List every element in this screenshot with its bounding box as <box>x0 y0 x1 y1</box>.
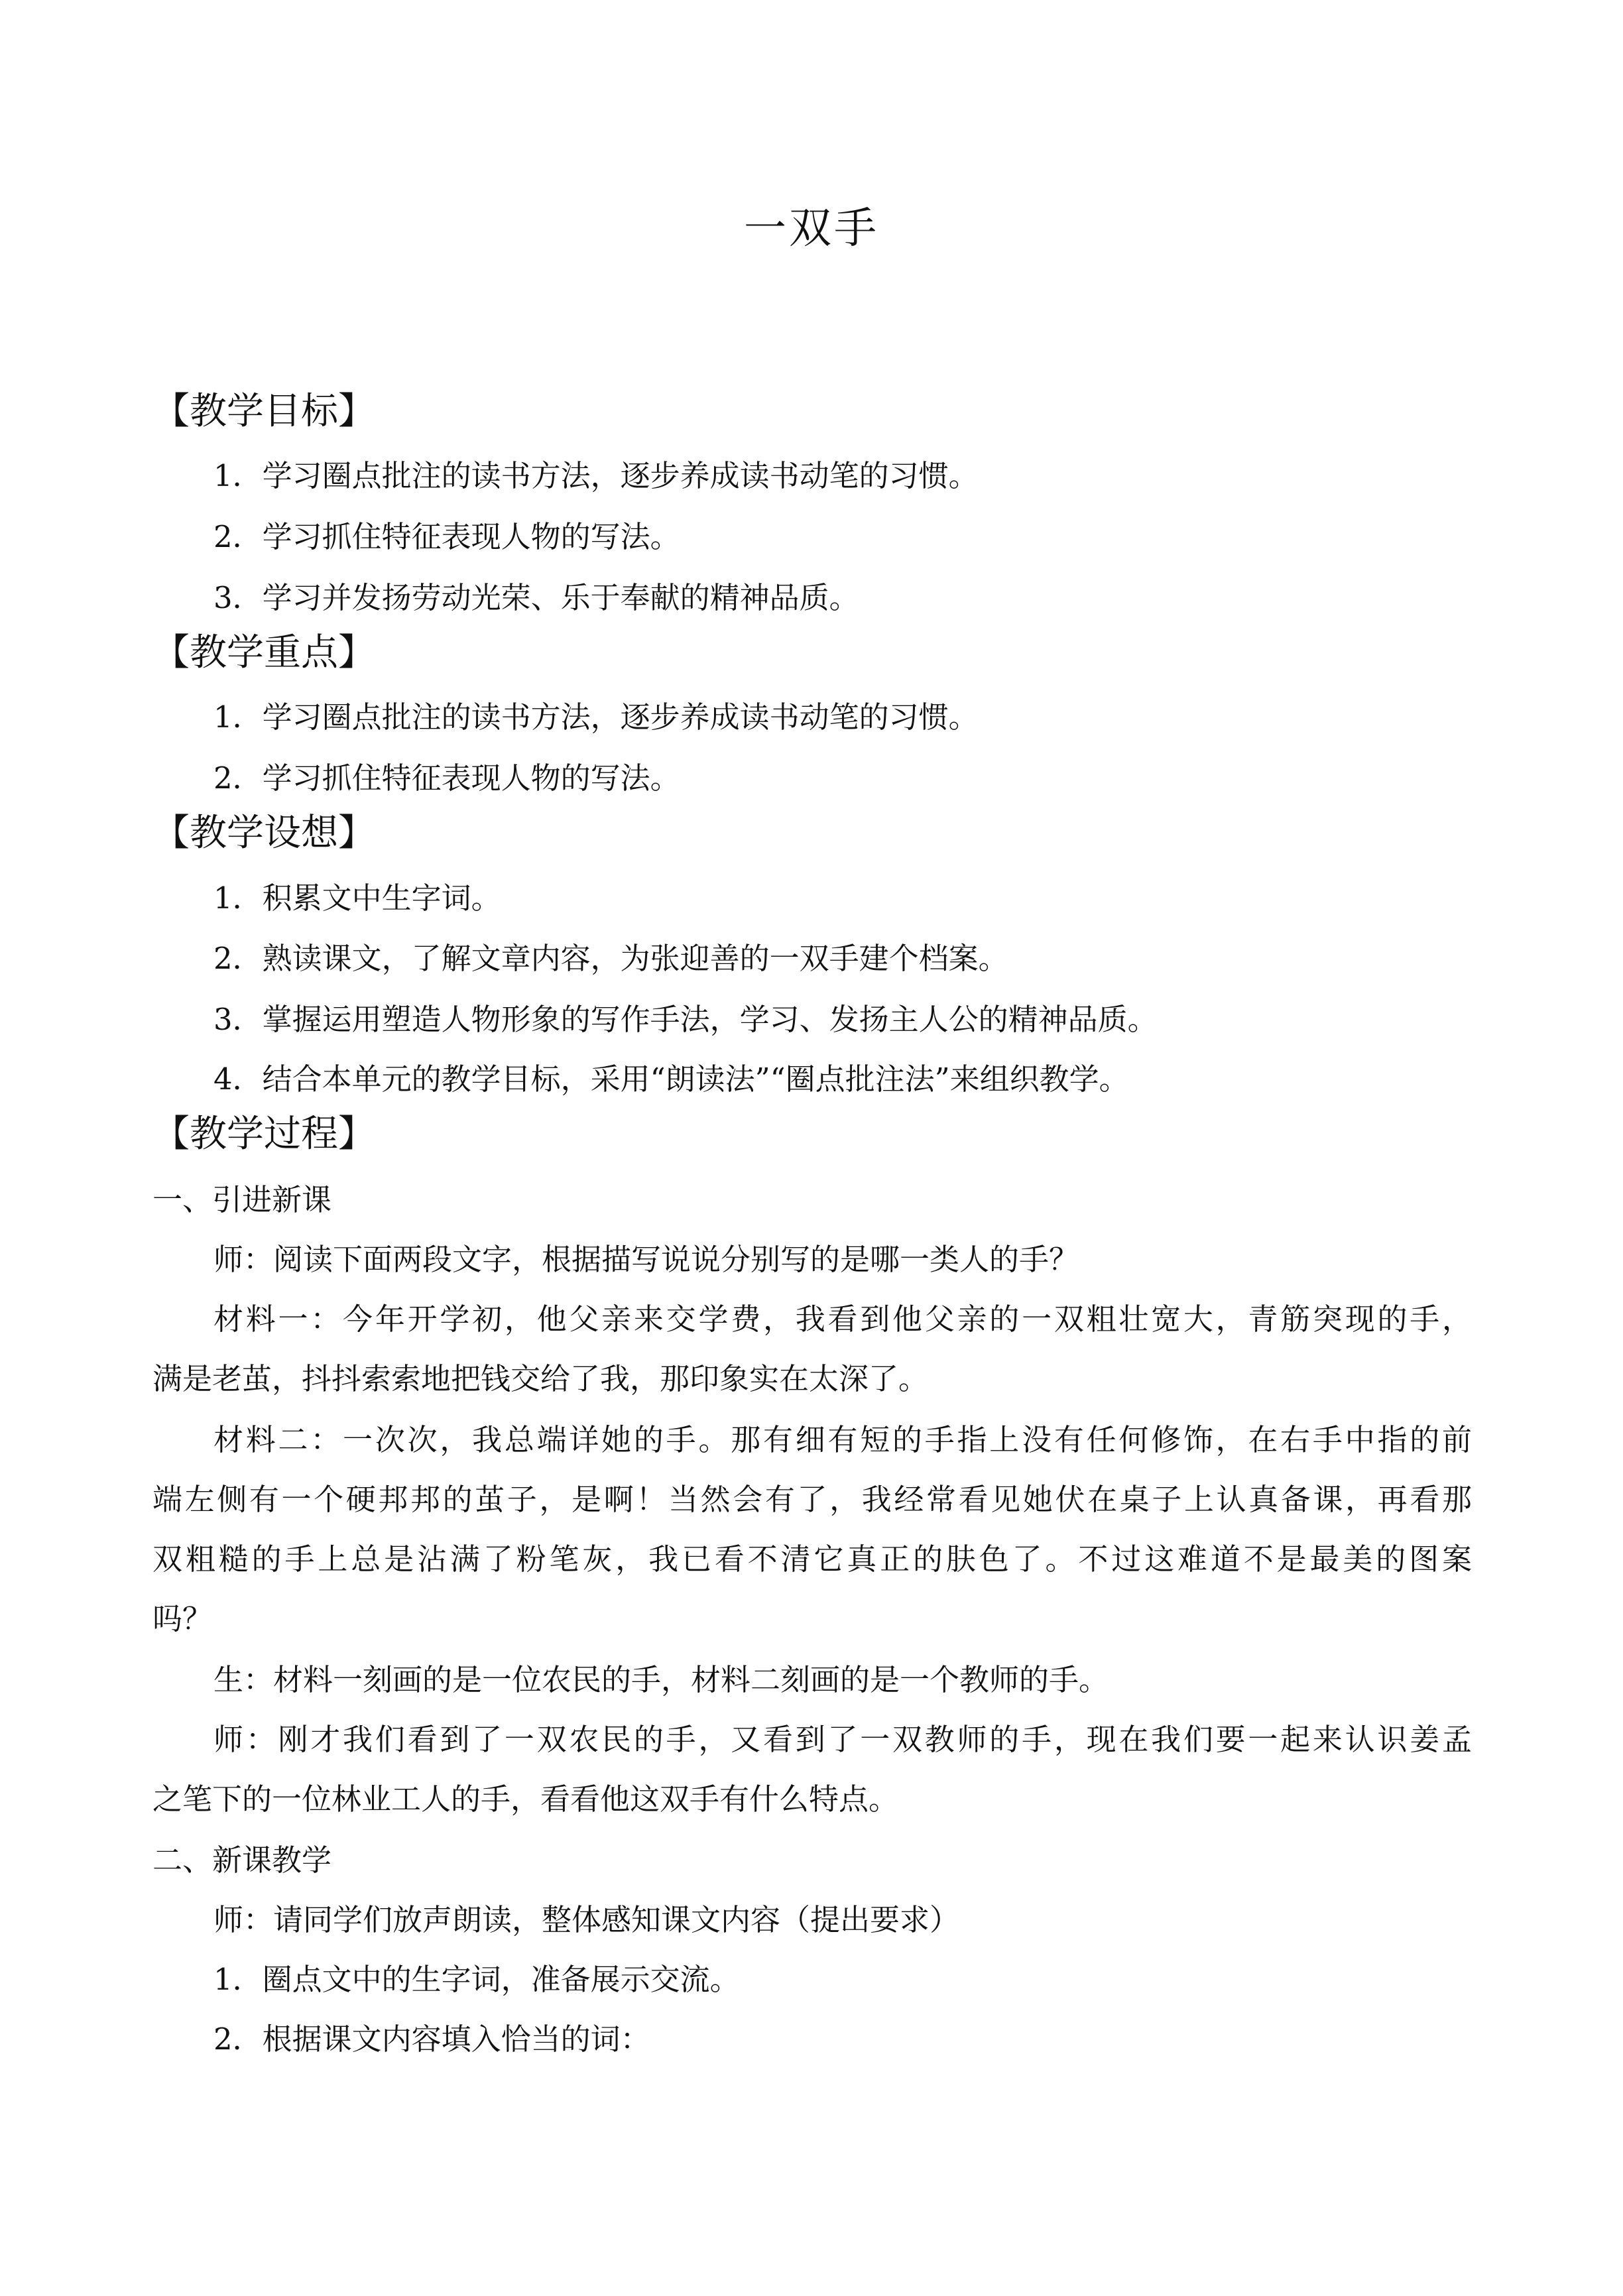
design-item-3: 3．掌握运用塑造人物形象的写作手法，学习、发扬主人公的精神品质。 <box>213 1002 1158 1037</box>
process-paragraph-line: 2．根据课文内容填入恰当的词： <box>213 2022 650 2057</box>
process-paragraph-line: 吗？ <box>152 1601 213 1636</box>
design-item-2: 2．熟读课文，了解文章内容，为张迎善的一双手建个档案。 <box>213 941 1008 976</box>
process-paragraph-line: 端左侧有一个硬邦邦的茧子，是啊！当然会有了，我经常看见她伏在桌子上认真备课，再看那 <box>152 1482 1472 1517</box>
section-heading-key-points: 【教学重点】 <box>152 631 375 674</box>
process-paragraph-line: 之笔下的一位林业工人的手，看看他这双手有什么特点。 <box>152 1782 899 1817</box>
process-paragraph-line: 师：请同学们放声朗读，整体感知课文内容（提出要求） <box>213 1902 960 1937</box>
process-part1-title: 一、引进新课 <box>152 1182 332 1217</box>
objective-item-2: 2．学习抓住特征表现人物的写法。 <box>213 519 680 554</box>
process-paragraph-line: 师：刚才我们看到了一双农民的手，又看到了一双教师的手，现在我们要一起来认识姜孟 <box>213 1722 1472 1757</box>
section-heading-objectives: 【教学目标】 <box>152 390 375 433</box>
process-paragraph-line: 师：阅读下面两段文字，根据描写说说分别写的是哪一类人的手？ <box>213 1242 1079 1277</box>
key-point-item-1: 1．学习圈点批注的读书方法，逐步养成读书动笔的习惯。 <box>213 699 979 735</box>
process-paragraph-line: 材料二：一次次，我总端详她的手。那有细有短的手指上没有任何修饰，在右手中指的前 <box>213 1422 1472 1457</box>
objective-item-1: 1．学习圈点批注的读书方法，逐步养成读书动笔的习惯。 <box>213 458 979 493</box>
design-item-1: 1．积累文中生字词。 <box>213 880 501 916</box>
objective-item-3: 3．学习并发扬劳动光荣、乐于奉献的精神品质。 <box>213 580 859 615</box>
process-paragraph-line: 材料一：今年开学初，他父亲来交学费，我看到他父亲的一双粗壮宽大，青筋突现的手， <box>213 1301 1472 1337</box>
document-title: 一双手 <box>744 204 879 253</box>
section-heading-process: 【教学过程】 <box>152 1113 375 1156</box>
section-heading-design: 【教学设想】 <box>152 812 375 855</box>
design-item-4: 4．结合本单元的教学目标，采用“朗读法”“圈点批注法”来组织教学。 <box>213 1061 1129 1097</box>
process-paragraph-line: 双粗糙的手上总是沾满了粉笔灰，我已看不清它真正的肤色了。不过这难道不是最美的图案 <box>152 1541 1472 1577</box>
process-paragraph-line: 满是老茧，抖抖索索地把钱交给了我，那印象实在太深了。 <box>152 1361 929 1396</box>
key-point-item-2: 2．学习抓住特征表现人物的写法。 <box>213 760 680 796</box>
process-paragraph-line: 生：材料一刻画的是一位农民的手，材料二刻画的是一个教师的手。 <box>213 1662 1109 1697</box>
process-paragraph-line: 1．圈点文中的生字词，准备展示交流。 <box>213 1962 740 1997</box>
process-part2-title: 二、新课教学 <box>152 1843 332 1878</box>
